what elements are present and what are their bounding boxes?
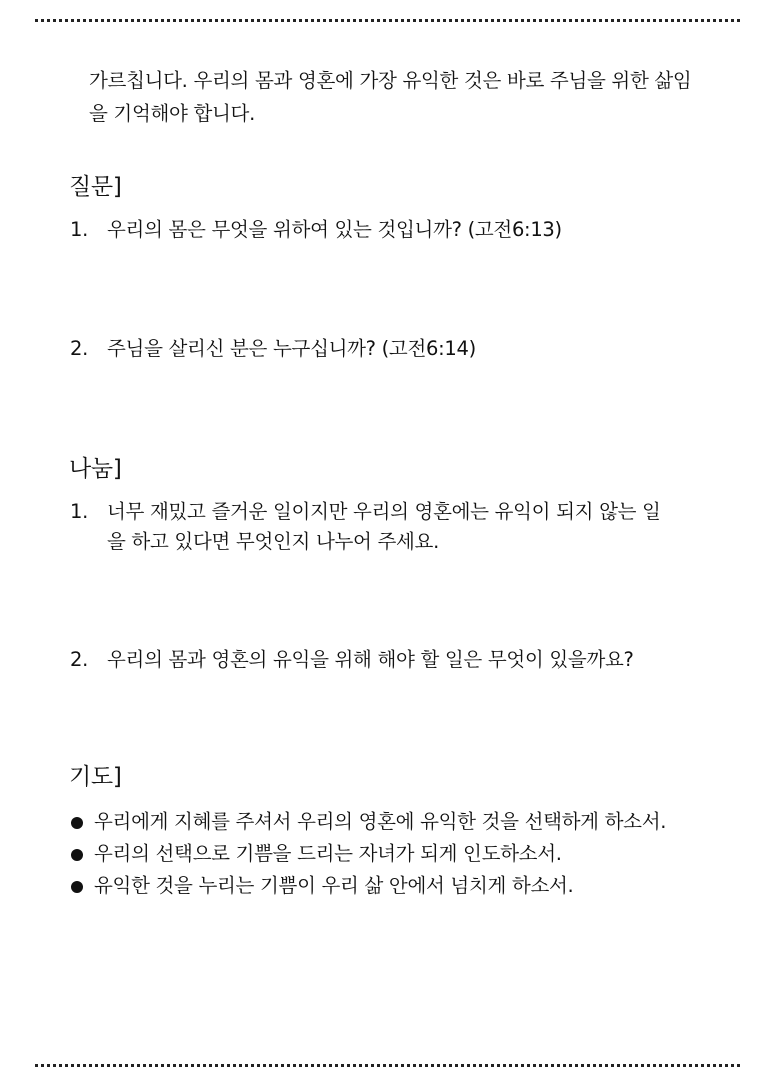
question-item bbox=[70, 215, 730, 245]
bullet-icon bbox=[71, 849, 83, 861]
sharing-number: 2. bbox=[70, 648, 89, 671]
sharing-text-line: 우리의 몸과 영혼의 유익을 위해 해야 할 일은 무엇이 있을까요? bbox=[107, 648, 634, 671]
sharing-item bbox=[70, 497, 730, 557]
prayer-item bbox=[70, 806, 730, 838]
sharing-item bbox=[70, 645, 730, 675]
question-item bbox=[70, 334, 730, 364]
intro-line: 을 기억해야 합니다. bbox=[89, 102, 255, 125]
question-text: 주님을 살리신 분은 누구십니까? (고전6:14) bbox=[107, 337, 476, 360]
question-number: 2. bbox=[70, 337, 89, 360]
sharing-text-line: 을 하고 있다면 무엇인지 나누어 주세요. bbox=[107, 530, 439, 553]
question-number: 1. bbox=[70, 218, 89, 241]
top-dotted-rule bbox=[35, 19, 740, 22]
prayer-item bbox=[70, 870, 730, 902]
bullet-icon bbox=[71, 817, 83, 829]
prayer-text: 우리의 선택으로 기쁨을 드리는 자녀가 되게 인도하소서. bbox=[94, 842, 562, 865]
question-text: 우리의 몸은 무엇을 위하여 있는 것입니까? (고전6:13) bbox=[107, 218, 562, 241]
prayer-heading: 기도] bbox=[69, 764, 122, 790]
prayer-list bbox=[70, 806, 730, 902]
prayer-text: 우리에게 지혜를 주셔서 우리의 영혼에 유익한 것을 선택하게 하소서. bbox=[94, 810, 667, 833]
sharing-number: 1. bbox=[70, 500, 89, 523]
prayer-text: 유익한 것을 누리는 기쁨이 우리 삶 안에서 넘치게 하소서. bbox=[94, 874, 574, 897]
questions-heading: 질문] bbox=[69, 174, 122, 200]
intro-paragraph bbox=[89, 64, 729, 130]
intro-line: 가르칩니다. 우리의 몸과 영혼에 가장 유익한 것은 바로 주님을 위한 삶임 bbox=[89, 69, 692, 92]
bullet-icon bbox=[71, 881, 83, 893]
bottom-dotted-rule bbox=[35, 1064, 740, 1067]
sharing-heading: 나눔] bbox=[69, 456, 122, 482]
sharing-text-line: 너무 재밌고 즐거운 일이지만 우리의 영혼에는 유익이 되지 않는 일 bbox=[107, 500, 661, 523]
prayer-item bbox=[70, 838, 730, 870]
